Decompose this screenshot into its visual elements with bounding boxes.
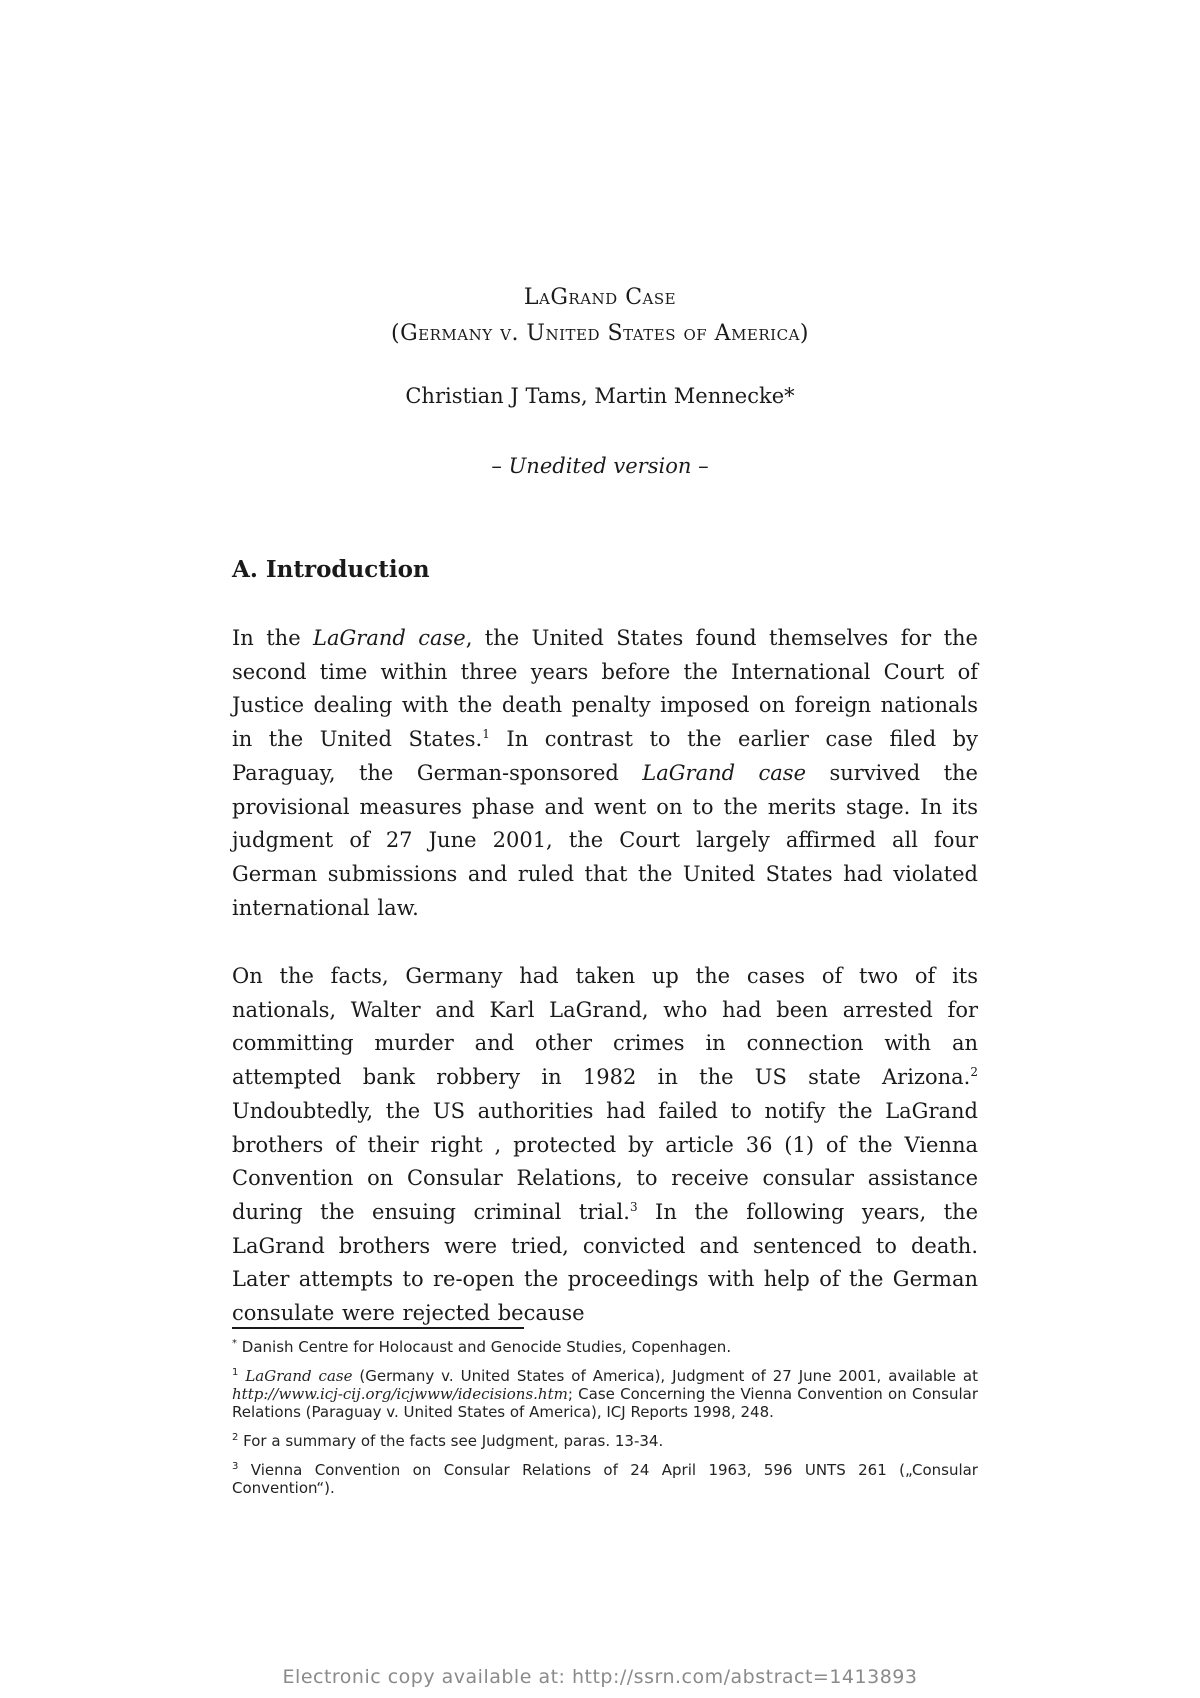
case-name: LaGrand case xyxy=(642,760,807,785)
edition-note: – Unedited version – xyxy=(491,454,709,478)
footnote-star: * Danish Centre for Holocaust and Genocide Studies, Copenhagen. xyxy=(232,1338,732,1356)
case-name: LaGrand case xyxy=(313,626,466,650)
footnotes xyxy=(232,1338,978,1508)
title-line-2: (Germany v. United States of America) xyxy=(391,321,809,346)
article-title xyxy=(0,280,1200,352)
footnote-2: $^2$ For a summary of the facts see Judgment, paras. 13-34. xyxy=(232,1432,664,1450)
authors: Christian J Tams, Martin Mennecke* xyxy=(405,384,795,408)
footnote-ref-1[interactable]: 1 xyxy=(482,727,490,742)
ssrn-banner[interactable]: Electronic copy available at: http://ssrn.com/abstract=1413893 xyxy=(282,1666,918,1688)
footnote-1: $^1$ LaGrand case (Germany v. United States of America), Judgment of 27 June 2001, available at http://www.icj-cij.org/icjwww/idecisions.htm; Case Concerning the Vienna Convention on Consular Relations (Paraguay v. United States of America), ICJ Reports 1998, 248. xyxy=(232,1367,978,1421)
edition-note-text: Unedited version xyxy=(508,454,692,478)
footnote-3: $^3$ Vienna Convention on Consular Relations of 24 April 1963, 596 UNTS 261 („Consular Convention“). xyxy=(232,1461,978,1497)
footnote-ref-2[interactable]: 2 xyxy=(970,1065,978,1080)
footnote-link[interactable]: http://www.icj-cij.org/icjwww/idecisions.htm xyxy=(232,1385,568,1403)
paragraph-2: On the facts, Germany had taken up the cases of two of its nationals, Walter and Karl LaGrand, who had been arrested for committing murder and other crimes in connection with an attempted bank robbery in 1982 in the US state Arizona.$^2$ Undoubtedly, the US authorities had failed to notify the LaGrand brothers of their right , protected by article 36 (1) of the Vienna Convention on Consular Relations, to receive consular assistance during the ensuing criminal trial.$^3$ In the following years, the LaGrand brothers were tried, convicted and sentenced to death. Later attempts to re-open the proceedings with help of the German consulate were rejected because xyxy=(232,964,979,1326)
footnote-ref-3[interactable]: 3 xyxy=(629,1199,638,1214)
paragraph-1: In the LaGrand case, the United States found themselves for the second time within three years before the International Court of Justice dealing with the death penalty imposed on foreign nationals in the United States.$^1$ In contrast to the earlier case filed by Paraguay, the German-sponsored LaGrand case survived the provisional measures phase and went on to the merits stage. In its judgment of 27 June 2001, the Court largely affirmed all four German submissions and ruled that the United States had violated international law. xyxy=(232,626,978,920)
title-line-1: LaGrand Case xyxy=(523,285,677,310)
footnote-divider xyxy=(232,1327,524,1329)
section-heading: A. Introduction xyxy=(232,556,430,583)
